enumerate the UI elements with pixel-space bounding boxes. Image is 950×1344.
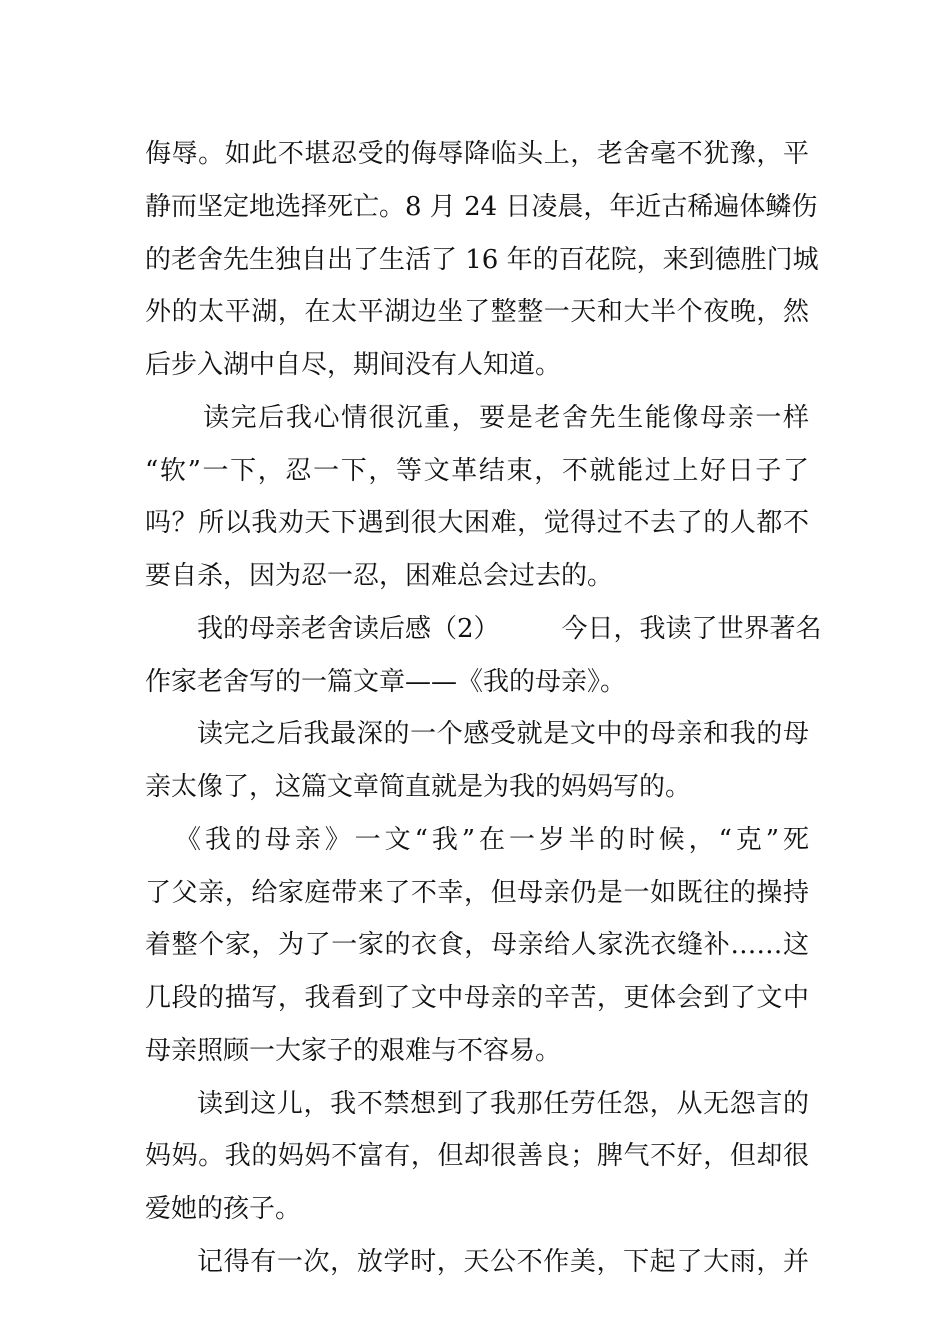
text-line: 《我的母亲》一文“我”在一岁半的时候，“克”死 — [175, 824, 809, 855]
text-line: 爱她的孩子。 — [145, 1194, 302, 1224]
text-line: 吗？所以我劝天下遇到很大困难，觉得过不去了的人都不 — [145, 508, 809, 539]
text-line: “软”一下，忍一下，等文革结束，不就能过上好日子了 — [145, 455, 809, 486]
text-line: 要自杀，因为忍一忍，困难总会过去的。 — [145, 561, 614, 591]
text-line: 母亲照顾一大家子的艰难与不容易。 — [145, 1035, 562, 1066]
text-line: 静而坚定地选择死亡。8 月 24 日凌晨，年近古稀遍体鳞伤 — [145, 191, 818, 222]
text-line: 几段的描写，我看到了文中母亲的辛苦，更体会到了文中 — [145, 983, 809, 1013]
section-heading-line — [145, 603, 822, 656]
section-heading: 我的母亲老舍读后感（2） — [197, 613, 500, 644]
text-line: 着整个家，为了一家的衣食，母亲给人家洗衣缝补……这 — [145, 930, 809, 961]
text-line: 读完后我心情很沉重，要是老舍先生能像母亲一样 — [203, 402, 809, 433]
heading-line-text: 今日，我读了世界著名 — [561, 613, 822, 644]
text-line: 了父亲，给家庭带来了不幸，但母亲仍是一如既往的操持 — [145, 877, 809, 908]
text-line: 作家老舍写的一篇文章——《我的母亲》。 — [145, 666, 627, 697]
text-line: 读到这儿，我不禁想到了我那任劳任怨，从无怨言的 — [197, 1088, 809, 1119]
document-text — [145, 128, 822, 1289]
text-line: 读完之后我最深的一个感受就是文中的母亲和我的母 — [197, 719, 809, 750]
text-line: 妈妈。我的妈妈不富有，但却很善良；脾气不好，但却很 — [145, 1141, 809, 1172]
text-line: 的老舍先生独自出了生活了 16 年的百花院，来到德胜门城 — [145, 244, 819, 275]
text-line: 侮辱。如此不堪忍受的侮辱降临头上，老舍毫不犹豫，平 — [145, 139, 809, 169]
text-line: 后步入湖中自尽，期间没有人知道。 — [145, 350, 562, 380]
text-line: 亲太像了，这篇文章简直就是为我的妈妈写的。 — [145, 772, 692, 802]
text-line: 记得有一次，放学时，天公不作美，下起了大雨，并 — [197, 1246, 809, 1277]
text-line: 外的太平湖，在太平湖边坐了整整一天和大半个夜晚，然 — [145, 297, 809, 328]
